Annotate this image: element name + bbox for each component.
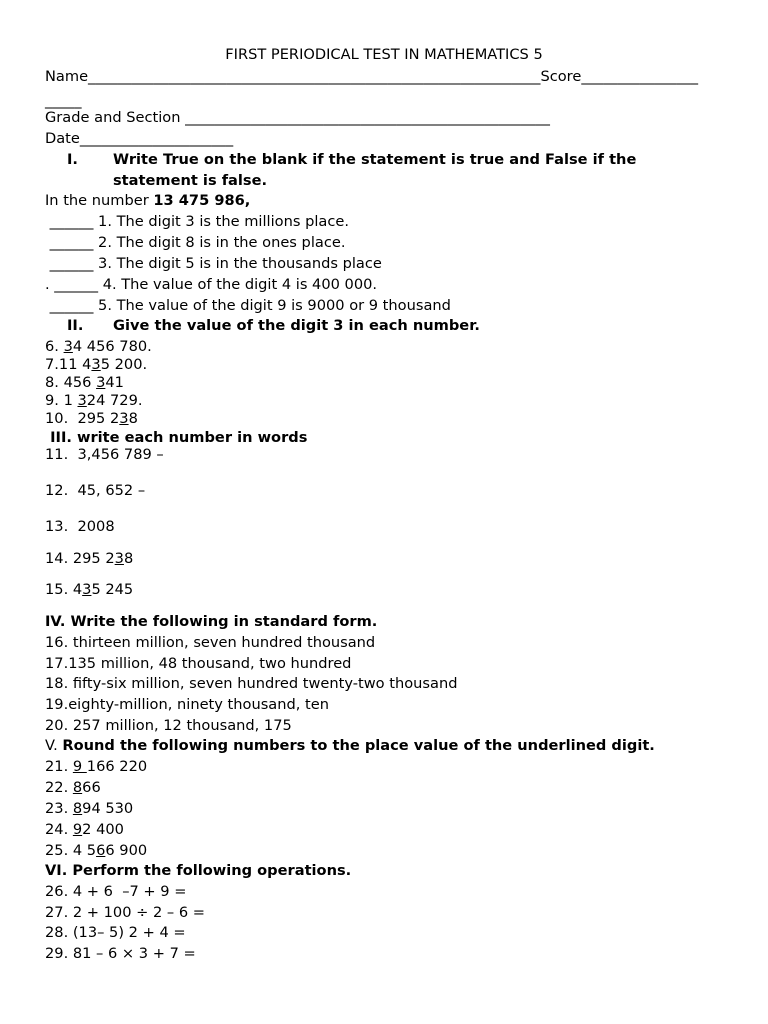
item-text: 41 <box>105 374 124 391</box>
item-text: 23. <box>45 800 73 817</box>
item-text: 10. 295 2 <box>45 410 120 427</box>
underlined-digit: 6 <box>96 842 106 859</box>
part1-intro <box>45 192 250 210</box>
item-text: 13. 2008 <box>45 518 115 535</box>
item-text: 8. 456 <box>45 374 97 391</box>
item-text: 8 <box>128 410 138 427</box>
part6-item-29: 29. 81 – 6 × 3 + 7 = <box>45 945 196 962</box>
underlined-digit: 3 <box>77 392 87 409</box>
part5-item-24 <box>45 821 124 839</box>
part2-numeral: II. <box>67 317 84 334</box>
part1-instruction-2: statement is false. <box>113 172 268 189</box>
item-text: 24 729. <box>86 392 143 409</box>
part2-item-8 <box>45 374 124 392</box>
part4-item-18: 18. fifty-six million, seven hundred twenty-two thousand <box>45 675 458 692</box>
underlined-digit: 9 <box>72 758 87 775</box>
part5-heading <box>45 737 655 755</box>
part1-intro-number: 13 475 986, <box>153 192 251 209</box>
underlined-digit: 8 <box>72 779 83 796</box>
part4-heading: IV. Write the following in standard form. <box>45 613 378 630</box>
part6-item-26: 26. 4 + 6 –7 + 9 = <box>45 883 187 900</box>
item-text: 15. 4 <box>45 581 83 598</box>
item-text: 21. <box>45 758 73 775</box>
part6-item-27: 27. 2 + 100 ÷ 2 – 6 = <box>45 904 206 921</box>
part4-item-19: 19.eighty-million, ninety thousand, ten <box>45 696 329 713</box>
part5-item-21 <box>45 758 147 776</box>
underlined-digit: 8 <box>72 800 83 817</box>
part1-numeral: I. <box>67 151 78 168</box>
underlined-digit: 3 <box>119 410 129 427</box>
item-text: 7.11 4 <box>45 356 92 373</box>
item-text: 166 220 <box>86 758 148 775</box>
item-text: 12. 45, 652 – <box>45 482 146 499</box>
part1-item-4: . ______ 4. The value of the digit 4 is 400 000. <box>45 276 378 293</box>
part6-heading: VI. Perform the following operations. <box>45 862 352 879</box>
part1-item-2: ______ 2. The digit 8 is in the ones place. <box>45 234 346 251</box>
item-text: 11. 3,456 789 – <box>45 446 164 463</box>
item-text: 8 <box>123 550 134 567</box>
underlined-digit: 3 <box>114 550 124 567</box>
name-score-wrap: _____ <box>45 92 82 109</box>
part2-instruction: Give the value of the digit 3 in each number. <box>113 317 480 334</box>
page-title: FIRST PERIODICAL TEST IN MATHEMATICS 5 <box>225 46 543 63</box>
part3-item-12 <box>45 482 145 500</box>
item-text: 6 900 <box>105 842 148 859</box>
part6-item-28: 28. (13– 5) 2 + 4 = <box>45 924 186 941</box>
item-text: 2 400 <box>82 821 124 838</box>
part4-item-17: 17.135 million, 48 thousand, two hundred <box>45 655 352 672</box>
underlined-digit: 3 <box>63 338 73 355</box>
underlined-digit: 3 <box>91 356 101 373</box>
item-text: 25. 4 5 <box>45 842 97 859</box>
part2-item-6 <box>45 338 152 356</box>
item-text: 94 530 <box>82 800 134 817</box>
grade-section-line: Grade and Section __________________________________________________ <box>45 109 550 126</box>
part1-item-1: ______ 1. The digit 3 is the millions place. <box>45 213 349 230</box>
part3-item-13 <box>45 518 115 536</box>
part5-item-25 <box>45 842 147 860</box>
part1-item-5: ______ 5. The value of the digit 9 is 9000 or 9 thousand <box>45 297 451 314</box>
item-text: 5 245 <box>91 581 134 598</box>
part3-item-11 <box>45 446 164 464</box>
underlined-digit: 3 <box>82 581 92 598</box>
part3-heading: III. write each number in words <box>45 429 308 446</box>
item-text: 66 <box>82 779 101 796</box>
item-text: 6. <box>45 338 64 355</box>
part4-item-20: 20. 257 million, 12 thousand, 175 <box>45 717 292 734</box>
item-text: 14. 295 2 <box>45 550 115 567</box>
underlined-digit: 9 <box>72 821 83 838</box>
part2-item-7 <box>45 356 147 374</box>
name-score-line: Name______________________________________________________________Score________________ <box>45 68 699 85</box>
part4-item-16: 16. thirteen million, seven hundred thousand <box>45 634 376 651</box>
part1-item-3: ______ 3. The digit 5 is in the thousands place <box>45 255 382 272</box>
part2-item-10 <box>45 410 138 428</box>
item-text: 5 200. <box>100 356 148 373</box>
item-text: 9. 1 <box>45 392 78 409</box>
part2-item-9 <box>45 392 143 410</box>
item-text: 24. <box>45 821 73 838</box>
part3-item-15 <box>45 581 133 599</box>
part5-instruction: Round the following numbers to the place value of the underlined digit. <box>62 737 655 754</box>
part3-item-14 <box>45 550 133 568</box>
item-text: 22. <box>45 779 73 796</box>
part5-item-22 <box>45 779 101 797</box>
part1-instruction-1: Write True on the blank if the statement is true and False if the <box>113 151 637 168</box>
item-text: 4 456 780. <box>72 338 152 355</box>
part1-intro-prefix: In the number <box>45 192 154 209</box>
date-line: Date_____________________ <box>45 130 234 147</box>
underlined-digit: 3 <box>96 374 106 391</box>
part5-item-23 <box>45 800 133 818</box>
part5-numeral: V. <box>45 737 63 754</box>
